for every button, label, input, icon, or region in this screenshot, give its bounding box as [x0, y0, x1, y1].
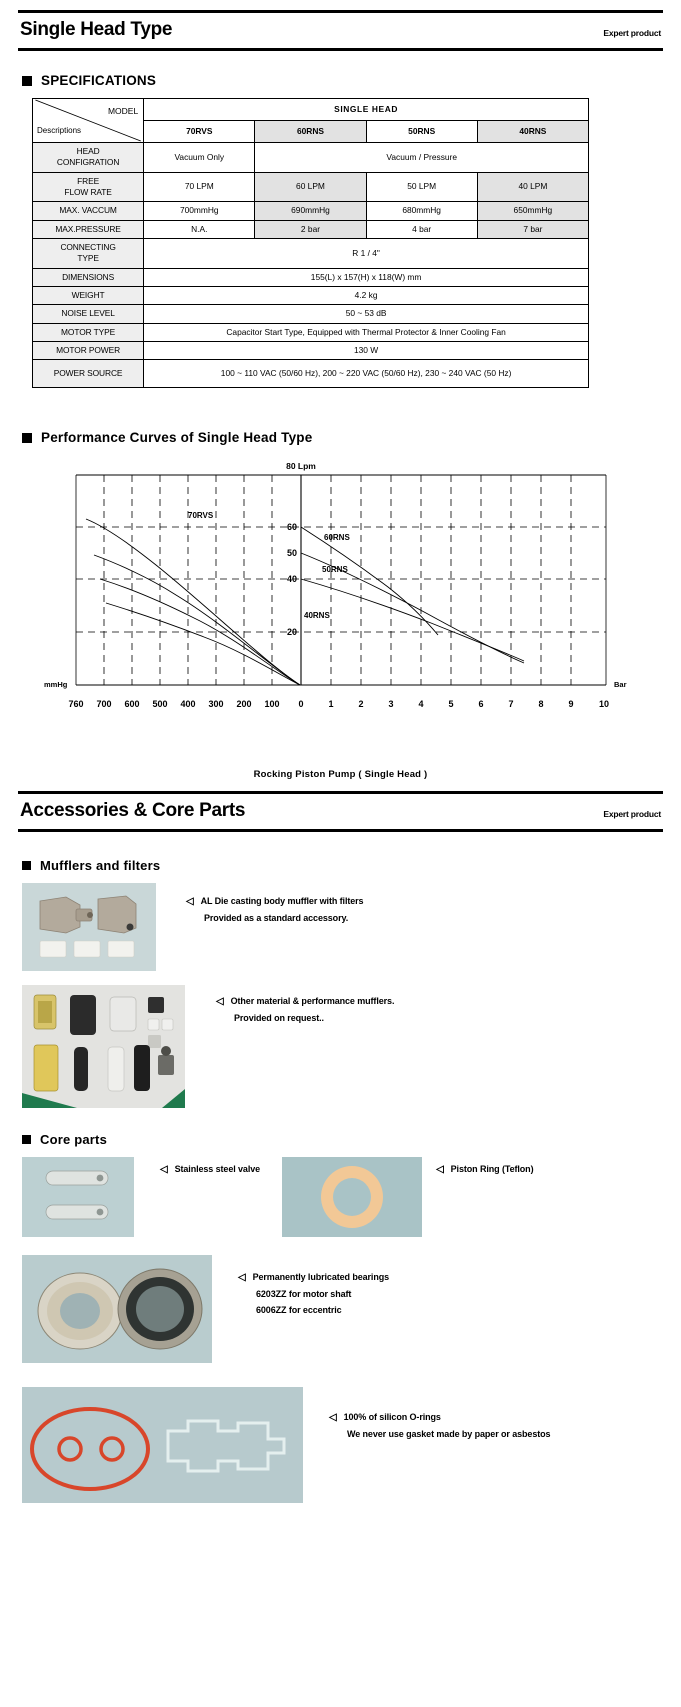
cell-pressure-50rns: 4 bar — [366, 220, 477, 238]
core-part-caption-bearings-line1: Permanently lubricated bearings — [252, 1272, 390, 1283]
cell-pressure-60rns: 2 bar — [255, 220, 366, 238]
page-title: Single Head Type — [20, 19, 173, 40]
row-label-connecting-type — [33, 239, 144, 269]
performance-chart-svg — [36, 455, 646, 765]
triangle-left-icon: ◁ — [216, 996, 224, 1008]
row-label-line2: FLOW RATE — [64, 187, 112, 198]
curve-60rns-vacuum — [94, 555, 300, 685]
core-part-caption-bearings-line2: 6203ZZ for motor shaft — [256, 1288, 352, 1299]
expert-product-tag: Expert product — [603, 809, 661, 820]
specifications-table-wrap — [32, 98, 589, 388]
core-parts-heading-label: Core parts — [40, 1132, 108, 1148]
cell-vaccum-70rvs: 700mmHg — [144, 202, 255, 220]
triangle-left-icon: ◁ — [160, 1164, 168, 1176]
specifications-heading-label: SPECIFICATIONS — [41, 73, 157, 88]
xtick-bar-5: 5 — [447, 699, 454, 710]
core-parts-row-2 — [22, 1255, 681, 1363]
descriptions-label: Descriptions — [37, 126, 82, 136]
muffler-caption-1-line2: Provided as a standard accessory. — [204, 912, 349, 923]
row-label-motor-type: MOTOR TYPE — [33, 323, 144, 341]
triangle-left-icon: ◁ — [186, 896, 194, 908]
triangle-left-icon: ◁ — [436, 1164, 444, 1176]
curve-40rns-vacuum — [106, 603, 300, 685]
core-part-caption-piston-ring — [436, 1161, 533, 1237]
model-header-50rns: 50RNS — [366, 121, 477, 143]
document-page — [0, 10, 681, 1503]
table-row-head-configuration — [33, 143, 589, 173]
muffler-caption-2-line1: Other material & performance mufflers. — [230, 996, 395, 1007]
table-row-motor-power — [33, 342, 589, 360]
cell-weight: 4.2 kg — [144, 287, 589, 305]
triangle-left-icon: ◁ — [238, 1272, 246, 1284]
core-parts-row-3 — [22, 1387, 681, 1503]
chart-caption: Rocking Piston Pump ( Single Head ) — [253, 769, 428, 781]
square-bullet-icon — [22, 1135, 31, 1144]
row-label-max-vaccum: MAX. VACCUM — [33, 202, 144, 220]
row-label-line2: CONFIGRATION — [56, 157, 120, 168]
cell-power-source: 100 ~ 110 VAC (50/60 Hz), 200 ~ 220 VAC (50/60 Hz), 230 ~ 240 VAC (50 Hz) — [144, 360, 589, 388]
model-label: MODEL — [107, 106, 139, 116]
photo-bearings — [22, 1255, 212, 1363]
model-header-40rns: 40RNS — [477, 121, 588, 143]
axis-unit-bar: Bar — [613, 680, 627, 690]
chart-top-label: 80 Lpm — [285, 461, 316, 472]
xtick-bar-4: 4 — [417, 699, 424, 710]
muffler-item-2 — [22, 985, 681, 1108]
performance-heading-label: Performance Curves of Single Head Type — [41, 430, 313, 446]
xtick-760: 760 — [67, 699, 84, 710]
core-part-caption-valve — [160, 1161, 260, 1237]
cell-flow-60rns: 60 LPM — [255, 172, 366, 202]
series-label-60rns: 60RNS — [323, 533, 350, 543]
muffler-item-1 — [22, 883, 681, 971]
row-label-head-configuration — [33, 143, 144, 173]
xtick-bar-8: 8 — [537, 699, 544, 710]
cell-pressure-70rvs: N.A. — [144, 220, 255, 238]
photo-piston-ring-graphic — [282, 1157, 422, 1237]
section-banner-single-head — [18, 10, 663, 51]
row-label-line1: HEAD — [76, 146, 100, 156]
photo-silicon-orings-graphic — [22, 1387, 303, 1503]
cell-vaccum-40rns: 650mmHg — [477, 202, 588, 220]
chart-grid — [76, 475, 606, 685]
muffler-caption-2 — [216, 993, 394, 1026]
square-bullet-icon — [22, 433, 32, 443]
photo-stainless-steel-valve — [22, 1157, 134, 1237]
cell-connecting-type: R 1 / 4" — [144, 239, 589, 269]
cell-vaccum-60rns: 690mmHg — [255, 202, 366, 220]
series-label-70rvs: 70RVS — [187, 511, 213, 521]
core-parts-heading — [22, 1132, 681, 1147]
table-row-dimensions — [33, 268, 589, 286]
row-label-line2: TYPE — [77, 253, 99, 264]
muffler-caption-1-line1: AL Die casting body muffler with filters — [200, 896, 364, 907]
row-label-dimensions: DIMENSIONS — [33, 268, 144, 286]
ytick-40: 40 — [286, 574, 297, 585]
xtick-bar-7: 7 — [507, 699, 514, 710]
xtick-100: 100 — [263, 699, 280, 710]
cell-vaccum-50rns: 680mmHg — [366, 202, 477, 220]
section-banner-accessories — [18, 791, 663, 832]
single-head-group-header: SINGLE HEAD — [144, 99, 589, 121]
triangle-left-icon: ◁ — [329, 1412, 337, 1424]
photo-other-mufflers — [22, 985, 185, 1108]
square-bullet-icon — [22, 861, 31, 870]
cell-noise-level: 50 ~ 53 dB — [144, 305, 589, 323]
core-parts-row-1 — [22, 1157, 681, 1237]
xtick-bar-1: 1 — [327, 699, 334, 710]
square-bullet-icon — [22, 76, 32, 86]
table-row-power-source — [33, 360, 589, 388]
core-part-caption-bearings-line3: 6006ZZ for eccentric — [256, 1304, 342, 1315]
core-part-caption-piston-ring-text: Piston Ring (Teflon) — [450, 1164, 534, 1175]
xtick-500: 500 — [151, 699, 168, 710]
series-label-40rns: 40RNS — [303, 611, 330, 621]
chart-labels — [44, 461, 627, 709]
core-part-caption-orings-line1: 100% of silicon O-rings — [343, 1412, 441, 1423]
table-corner-cell — [33, 99, 144, 143]
row-label-max-pressure: MAX.PRESSURE — [33, 220, 144, 238]
cell-flow-40rns: 40 LPM — [477, 172, 588, 202]
photo-silicon-orings — [22, 1387, 303, 1503]
table-row-motor-type — [33, 323, 589, 341]
row-label-weight: WEIGHT — [33, 287, 144, 305]
row-label-noise-level: NOISE LEVEL — [33, 305, 144, 323]
xtick-200: 200 — [235, 699, 252, 710]
table-row-noise-level — [33, 305, 589, 323]
photo-piston-ring — [282, 1157, 422, 1237]
row-label-line1: CONNECTING — [60, 242, 116, 253]
xtick-bar-3: 3 — [387, 699, 394, 710]
mufflers-heading — [22, 858, 681, 873]
cell-head-config-70rvs: Vacuum Only — [144, 143, 255, 173]
row-label-motor-power: MOTOR POWER — [33, 342, 144, 360]
xtick-600: 600 — [123, 699, 140, 710]
row-label-free-flow-rate — [33, 172, 144, 202]
cell-motor-power: 130 W — [144, 342, 589, 360]
table-row-max-pressure — [33, 220, 589, 238]
performance-chart — [0, 455, 681, 785]
curve-70rvs — [86, 519, 300, 685]
photo-stainless-steel-valve-graphic — [22, 1157, 134, 1237]
xtick-bar-0: 0 — [297, 699, 304, 710]
chart-curves — [86, 519, 524, 685]
core-part-caption-valve-text: Stainless steel valve — [174, 1164, 261, 1175]
model-header-70rvs: 70RVS — [144, 121, 255, 143]
cell-motor-type: Capacitor Start Type, Equipped with Thermal Protector & Inner Cooling Fan — [144, 323, 589, 341]
core-part-caption-orings — [329, 1409, 550, 1442]
xtick-bar-2: 2 — [357, 699, 364, 710]
xtick-300: 300 — [207, 699, 224, 710]
xtick-bar-9: 9 — [567, 699, 574, 710]
muffler-caption-2-line2: Provided on request.. — [234, 1012, 324, 1023]
banner-rule-bottom — [18, 829, 663, 832]
performance-heading — [22, 430, 681, 445]
model-header-60rns: 60RNS — [255, 121, 366, 143]
curve-40rns-pressure — [301, 579, 524, 661]
axis-unit-mmhg: mmHg — [43, 680, 67, 690]
table-header-row-model — [33, 99, 589, 121]
cell-pressure-40rns: 7 bar — [477, 220, 588, 238]
xtick-bar-6: 6 — [477, 699, 484, 710]
cell-flow-50rns: 50 LPM — [366, 172, 477, 202]
ytick-60: 60 — [286, 522, 297, 533]
table-row-weight — [33, 287, 589, 305]
row-label-power-source: POWER SOURCE — [33, 360, 144, 388]
xtick-bar-10: 10 — [598, 699, 609, 710]
table-row-max-vaccum — [33, 202, 589, 220]
ytick-50: 50 — [286, 548, 297, 559]
xtick-400: 400 — [179, 699, 196, 710]
xtick-700: 700 — [95, 699, 112, 710]
photo-aluminium-mufflers-graphic — [22, 883, 156, 971]
cell-flow-70rvs: 70 LPM — [144, 172, 255, 202]
cell-dimensions: 155(L) x 157(H) x 118(W) mm — [144, 268, 589, 286]
table-row-connecting-type — [33, 239, 589, 269]
table-row-free-flow-rate — [33, 172, 589, 202]
ytick-20: 20 — [286, 627, 297, 638]
photo-other-mufflers-graphic — [22, 985, 185, 1108]
core-part-caption-orings-line2: We never use gasket made by paper or asbestos — [347, 1428, 551, 1439]
row-label-line1: FREE — [77, 175, 100, 186]
core-part-caption-bearings — [238, 1269, 389, 1318]
mufflers-heading-label: Mufflers and filters — [40, 858, 161, 874]
specifications-table — [32, 98, 589, 388]
series-label-50rns: 50RNS — [321, 565, 348, 575]
accessories-title: Accessories & Core Parts — [20, 800, 246, 822]
photo-aluminium-mufflers — [22, 883, 156, 971]
banner-rule-bottom — [18, 48, 663, 51]
specifications-heading — [22, 73, 681, 88]
muffler-caption-1 — [186, 893, 363, 926]
expert-product-tag: Expert product — [603, 28, 661, 38]
photo-bearings-graphic — [22, 1255, 212, 1363]
cell-head-config-rest: Vacuum / Pressure — [255, 143, 589, 173]
